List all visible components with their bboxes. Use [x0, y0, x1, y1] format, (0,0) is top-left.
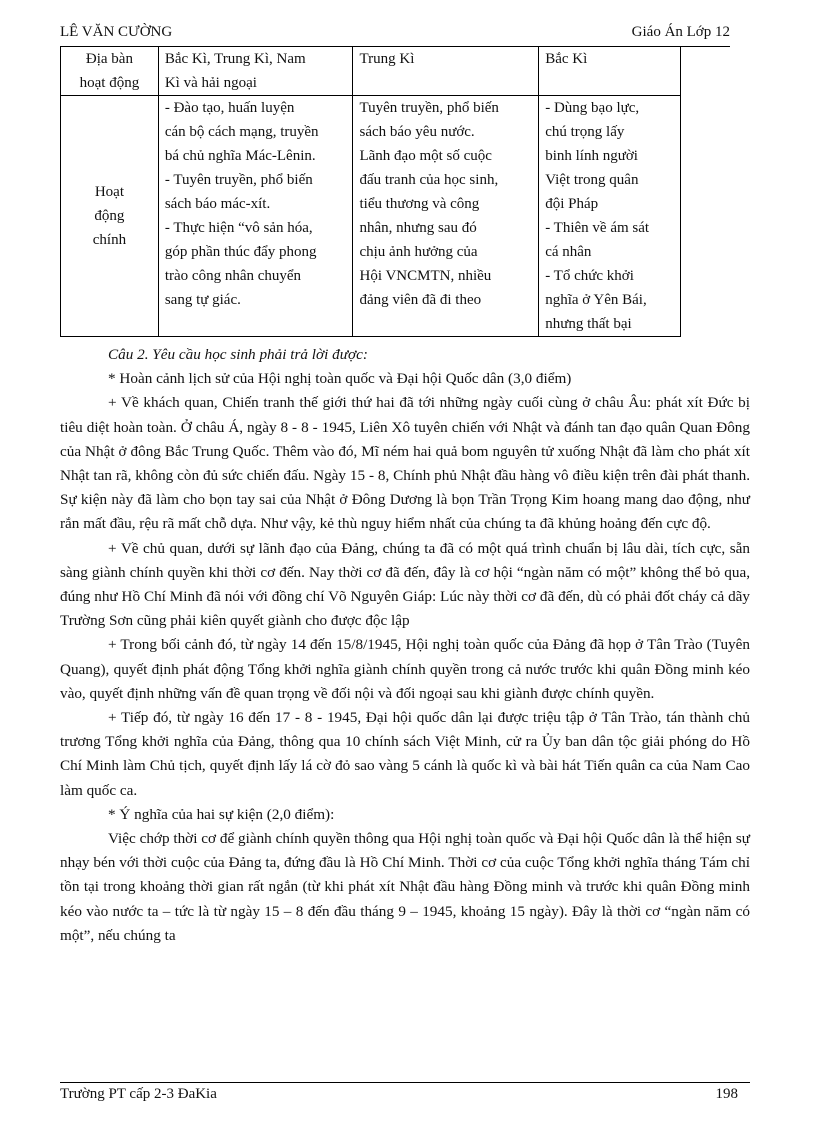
paragraph-significance: Việc chớp thời cơ để giành chính quyền thông qua Hội nghị toàn quốc và Đại hội Quốc dân là thể hiện sự nhạy bén với thời cuộc của Đảng ta, đứng đầu là Hồ Chí Minh. Thời cơ của cuộc Tổng khởi nghĩa tháng Tám chỉ tồn tại trong khoảng thời gian rất ngắn (từ khi phát xít Nhật đầu hàng Đồng minh và trước khi quân Đồng minh kéo vào nước ta – tức là từ ngày 15 – 8 đến đầu tháng 9 – 1945, khoảng 15 ngày). Đây là thời cơ “ngàn năm có một”, nếu chúng ta: [60, 830, 750, 944]
cell-line: đấu tranh của học sinh,: [359, 172, 499, 188]
cell-line: Bắc Kì: [545, 51, 588, 67]
cell-line: chịu ảnh hưởng của: [359, 244, 478, 260]
cell-line: - Thực hiện “vô sản hóa,: [164, 220, 313, 236]
page-footer: [60, 1082, 750, 1107]
activity-comparison-table: [60, 46, 681, 337]
document-subject: Giáo Án Lớp 12: [631, 24, 730, 40]
cell-line: nhưng thất bại: [545, 316, 632, 332]
cell-line: Việt trong quân: [545, 172, 639, 188]
school-name: Trường PT cấp 2-3 ĐaKia: [60, 1086, 217, 1102]
cell-line: Hội VNCMTN, nhiều: [359, 268, 492, 284]
row-label-area: [61, 47, 159, 96]
activities-cell-group-3: [539, 96, 681, 337]
row-label-activities: [61, 96, 159, 337]
header-cell-group-3: [539, 47, 681, 96]
cell-line: - Đào tạo, huấn luyện: [164, 100, 295, 116]
cell-line: Hoạt: [94, 184, 124, 200]
cell-line: - Tuyên truyền, phổ biến: [164, 172, 313, 188]
table-header-row: [61, 47, 681, 96]
page-header: [60, 24, 730, 47]
cell-line: Tuyên truyền, phổ biến: [359, 100, 499, 116]
cell-line: đội Pháp: [545, 196, 599, 212]
cell-line: sách báo mác-xít.: [164, 196, 271, 212]
cell-line: đảng viên đã đi theo: [359, 292, 482, 308]
paragraph-national-conference: + Trong bối cảnh đó, từ ngày 14 đến 15/8/1945, Hội nghị toàn quốc của Đảng đã họp ở Tân Trào (Tuyên Quang), quyết định phát động Tổng khởi nghĩa giành chính quyền trong cả nước trước khi quân Đồng minh kéo vào, quyết định những vấn đề quan trọng về đối nội và đối ngoại sau khi giành được chính quyền.: [60, 636, 750, 702]
cell-line: sách báo yêu nước.: [359, 124, 475, 140]
section-heading-significance: * Ý nghĩa của hai sự kiện (2,0 điểm):: [108, 805, 335, 823]
paragraph-objective: + Về khách quan, Chiến tranh thế giới thứ hai đã tới những ngày cuối cùng ở châu Âu: phát xít Đức bị tiêu diệt hoàn toàn. Ở châu Á, ngày 8 - 8 - 1945, Liên Xô tuyên chiến với Nhật và đánh tan đạo quân Quan Đông của Nhật ở đông Bắc Trung Quốc. Thêm vào đó, Mĩ ném hai quả bom nguyên tử xuống Nhật đã làm cho phát xít Nhật tan rã, không còn đủ sức chiến đấu. Ngày 15 - 8, Chính phủ Nhật đầu hàng vô điều kiện trên đài phát thanh. Sự kiện này đã làm cho bọn tay sai của Nhật ở Đông Dương là bọn Trần Trọng Kim hoang mang dao động, như rắn mất đầu, rệu rã mất chỗ dựa. Như vậy, kẻ thù nguy hiểm nhất của chúng ta đã khủng hoảng đến cực độ.: [60, 394, 750, 533]
cell-line: bá chủ nghĩa Mác-Lênin.: [164, 148, 316, 164]
page-number: 198: [715, 1086, 738, 1102]
table-activities-row: [61, 96, 681, 337]
cell-line: cá nhân: [545, 244, 592, 260]
cell-line: - Dùng bạo lực,: [545, 100, 640, 116]
cell-line: Kì và hải ngoại: [164, 75, 257, 91]
cell-line: cán bộ cách mạng, truyền: [164, 124, 319, 140]
cell-line: chú trọng lấy: [545, 124, 625, 140]
question-title: Câu 2. Yêu cầu học sinh phải trả lời được:: [108, 346, 368, 363]
cell-line: - Tổ chức khởi: [545, 268, 634, 284]
cell-line: tiểu thương và công: [359, 196, 480, 212]
author-name: LÊ VĂN CƯỜNG: [60, 24, 173, 40]
section-heading-context: * Hoàn cảnh lịch sử của Hội nghị toàn quốc và Đại hội Quốc dân (3,0 điểm): [108, 370, 572, 388]
cell-line: Bắc Kì, Trung Kì, Nam: [164, 51, 306, 67]
cell-line: binh lính người: [545, 148, 638, 164]
header-cell-group-2: [353, 47, 539, 96]
cell-line: sang tự giác.: [164, 292, 241, 308]
cell-line: Địa bàn: [85, 51, 133, 67]
cell-line: động: [94, 208, 125, 224]
answer-content: [60, 343, 750, 948]
activities-cell-group-1: [158, 96, 353, 337]
cell-line: - Thiên về ám sát: [545, 220, 650, 236]
cell-line: góp phần thúc đẩy phong: [164, 244, 317, 260]
paragraph-national-congress: + Tiếp đó, từ ngày 16 đến 17 - 8 - 1945, Đại hội quốc dân lại được triệu tập ở Tân Trào, tán thành chủ trương Tổng khởi nghĩa của Đảng, thông qua 10 chính sách Việt Minh, cử ra Ủy ban dân tộc giải phóng do Hồ Chí Minh làm Chủ tịch, quyết định lấy lá cờ đỏ sao vàng 5 cánh là quốc kì và bài hát Tiến quân ca của Nam Cao làm quốc ca.: [60, 709, 750, 799]
cell-line: chính: [92, 232, 127, 248]
cell-line: Trung Kì: [359, 51, 415, 67]
cell-line: Lãnh đạo một số cuộc: [359, 148, 492, 164]
paragraph-subjective: + Về chủ quan, dưới sự lãnh đạo của Đảng, chúng ta đã có một quá trình chuẩn bị lâu dài, tích cực, sẵn sàng giành chính quyền khi thời cơ đến. Nay thời cơ đã đến, đây là cơ hội “ngàn năm có một” không thể bỏ qua, đúng như Hồ Chí Minh đã nói với đồng chí Võ Nguyên Giáp: Lúc này thời cơ đã đến, dù có phải đốt cháy cả dãy Trường Sơn cũng phải kiên quyết giành cho được độc lập: [60, 539, 750, 630]
cell-line: nghĩa ở Yên Bái,: [545, 292, 647, 308]
cell-line: hoạt động: [79, 75, 140, 91]
activities-cell-group-2: [353, 96, 539, 337]
cell-line: trào công nhân chuyển: [164, 268, 302, 284]
cell-line: nhân, nhưng sau đó: [359, 220, 477, 236]
header-cell-group-1: [158, 47, 353, 96]
